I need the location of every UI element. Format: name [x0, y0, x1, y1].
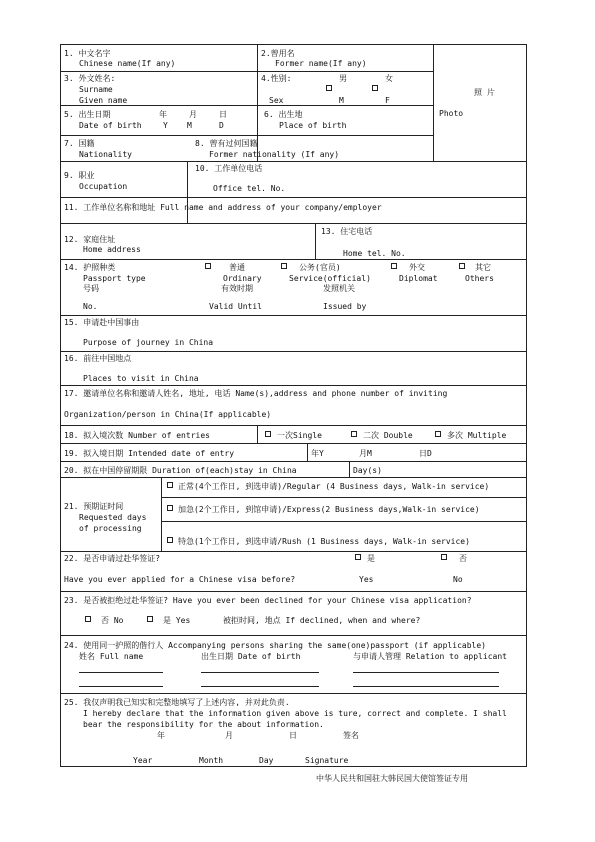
divider — [161, 497, 526, 498]
entry-date-label: 19. 拟入境日期 Intended date of entry — [64, 449, 235, 458]
express-label: 加急(2个工作日, 到馆申请)/Express(2 Business days,Walk-in service) — [178, 505, 480, 514]
others-label: 其它 — [475, 263, 491, 272]
divider — [61, 161, 526, 162]
chinese-name-label: 1. 中文名字 — [64, 49, 111, 58]
accompanying-relation-label: 与申请人管理 Relation to applicant — [353, 652, 507, 661]
dob-d-label: D — [219, 121, 224, 130]
divider — [61, 315, 526, 316]
purpose-label: 15. 申请赴中国事由 — [64, 318, 140, 327]
home-tel-label: 13. 住宅电话 — [321, 227, 373, 236]
embassy-footer: 中华人民共和国驻大韩民国大使馆签证专用 — [316, 774, 468, 783]
home-tel-label-en: Home tel. No. — [343, 249, 406, 258]
ordinary-label: 普通 — [229, 263, 245, 272]
service-label-en: Service(official) — [289, 274, 371, 283]
former-nationality-label-en: Former nationality (If any) — [209, 150, 340, 159]
inviting-label: 17. 邀请单位名称和邀请人姓名, 地址, 电话 Name(s),address and phone number of inviting — [64, 389, 448, 398]
single-entry-label: 一次Single — [277, 431, 322, 440]
nationality-label: 7. 国籍 — [64, 139, 95, 148]
office-tel-label-en: Office tel. No. — [213, 184, 286, 193]
chinese-name-label-en: Chinese name(If any) — [79, 59, 176, 68]
ordinary-checkbox[interactable] — [205, 263, 211, 269]
employer-label: 11. 工作单位名称和地址 Full name and address of your company/employer — [64, 203, 382, 212]
male-label-en: M — [339, 96, 344, 105]
blank-line[interactable] — [201, 672, 319, 673]
issued-by-label-en: Issued by — [323, 302, 367, 311]
former-nationality-label: 8. 曾有过何国籍 — [195, 139, 258, 148]
divider — [61, 591, 526, 592]
entry-day-label: 日D — [419, 449, 432, 458]
declined-no-label: 否 No — [101, 616, 124, 625]
processing-label-en1: Requested days — [79, 513, 147, 522]
dob-month-label: 月 — [189, 110, 197, 119]
passport-no-label: 号码 — [83, 284, 99, 293]
service-label: 公务(官员) — [299, 263, 341, 272]
double-entry-label: 二次 Double — [363, 431, 413, 440]
divider — [161, 477, 162, 551]
entry-month-label: 月M — [359, 449, 372, 458]
divider — [61, 259, 526, 260]
divider — [187, 161, 188, 223]
photo-label: 照 片 — [474, 88, 495, 97]
declined-detail-label: 被拒时间, 地点 If declined, when and where? — [223, 616, 421, 625]
declined-yes-label: 是 Yes — [163, 616, 191, 625]
rush-checkbox[interactable] — [167, 537, 173, 543]
diplomat-label-en: Diplomat — [399, 274, 438, 283]
blank-line[interactable] — [201, 686, 319, 687]
divider — [61, 693, 526, 694]
photo-label-en: Photo — [439, 109, 464, 118]
accompanying-label: 24. 使用同一护照的偕行人 Accompanying persons sharing the same(one)passport (if applicable) — [64, 641, 486, 650]
declaration-sign-label-en: Signature — [305, 756, 349, 765]
regular-label: 正常(4个工作日, 到选申请)/Regular (4 Business days, Walk-in service) — [178, 482, 490, 491]
divider — [349, 461, 350, 477]
sex-label: 4.性别: — [261, 74, 292, 83]
declaration-day-label-en: Day — [259, 756, 274, 765]
dob-label-en: Date of birth — [79, 121, 142, 130]
divider — [61, 105, 433, 106]
blank-line[interactable] — [79, 672, 163, 673]
declaration-label-en2: bear the responsibility for the about information. — [83, 720, 324, 729]
divider — [433, 45, 434, 161]
passport-type-label-en: Passport type — [83, 274, 146, 283]
divider — [61, 223, 526, 224]
valid-until-label: 有效时期 — [221, 284, 253, 293]
blank-line[interactable] — [353, 672, 499, 673]
home-address-label-en: Home address — [83, 245, 141, 254]
issued-by-label: 发照机关 — [323, 284, 355, 293]
former-name-label-en: Former name(If any) — [275, 59, 367, 68]
dob-label: 5. 出生日期 — [64, 110, 111, 119]
divider — [257, 105, 258, 135]
dob-year-label: 年 — [159, 110, 167, 119]
ordinary-label-en: Ordinary — [223, 274, 262, 283]
declaration-month-label-en: Month — [199, 756, 224, 765]
sex-label-en: Sex — [269, 96, 284, 105]
blank-line[interactable] — [79, 686, 163, 687]
divider — [61, 71, 433, 72]
divider — [61, 477, 526, 478]
divider — [61, 351, 526, 352]
declaration-label-en1: I hereby declare that the information given above is ture, correct and complete. I shall — [83, 709, 507, 718]
service-checkbox[interactable] — [281, 263, 287, 269]
accompanying-name-label: 姓名 Full name — [79, 652, 144, 661]
divider — [61, 385, 526, 386]
female-label: 女 — [385, 74, 393, 83]
diplomat-label: 外交 — [409, 263, 425, 272]
rush-label: 特急(1个工作日, 到选申请/Rush (1 Business days, Walk-in service) — [178, 537, 470, 546]
declaration-day-label: 日 — [289, 731, 297, 740]
male-label: 男 — [339, 74, 347, 83]
divider — [307, 443, 308, 461]
others-label-en: Others — [465, 274, 494, 283]
applied-yes-label-en: Yes — [359, 575, 374, 584]
dob-m-label: M — [187, 121, 192, 130]
female-checkbox[interactable] — [372, 85, 378, 91]
applied-yes-label: 是 — [367, 554, 375, 563]
dob-y-label: Y — [163, 121, 168, 130]
visa-application-form — [60, 44, 527, 767]
diplomat-checkbox[interactable] — [391, 263, 397, 269]
divider — [315, 223, 316, 259]
place-of-birth-label-en: Place of birth — [279, 121, 347, 130]
declined-yes-checkbox[interactable] — [147, 616, 153, 622]
single-entry-checkbox[interactable] — [265, 431, 271, 437]
duration-days-label: Day(s) — [353, 466, 382, 475]
place-of-birth-label: 6. 出生地 — [264, 110, 303, 119]
surname-label: Surname — [79, 85, 113, 94]
applied-no-label-en: No — [453, 575, 463, 584]
divider — [61, 197, 526, 198]
divider — [61, 461, 526, 462]
declaration-year-label-en: Year — [133, 756, 153, 765]
divider — [257, 425, 258, 443]
inviting-label-en: Organization/person in China(If applicable) — [64, 410, 272, 419]
places-label-en: Places to visit in China — [83, 374, 199, 383]
multiple-entry-checkbox[interactable] — [435, 431, 441, 437]
valid-until-label-en: Valid Until — [209, 302, 262, 311]
declaration-label: 25. 我仅声明我已知实和完整地填写了上述内容, 并对此负责. — [64, 698, 290, 707]
double-entry-checkbox[interactable] — [351, 431, 357, 437]
female-label-en: F — [385, 96, 390, 105]
duration-label: 20. 拟在中国停留期限 Duration of(each)stay in China — [64, 466, 297, 475]
given-name-label: Given name — [79, 96, 128, 105]
declaration-sign-label: 签名 — [343, 731, 359, 740]
divider — [61, 635, 526, 636]
divider — [61, 443, 526, 444]
office-tel-label: 10. 工作单位电话 — [195, 164, 263, 173]
declaration-month-label: 月 — [225, 731, 233, 740]
passport-no-label-en: No. — [83, 302, 98, 311]
nationality-label-en: Nationality — [79, 150, 132, 159]
applied-yes-checkbox[interactable] — [355, 554, 361, 560]
declined-no-checkbox[interactable] — [85, 616, 91, 622]
accompanying-dob-label: 出生日期 Date of birth — [201, 652, 301, 661]
processing-label-en2: of processing — [79, 524, 142, 533]
divider — [61, 551, 526, 552]
dob-day-label: 日 — [219, 110, 227, 119]
applied-before-label-en: Have you ever applied for a Chinese visa before? — [64, 575, 296, 584]
divider — [257, 45, 258, 105]
declaration-year-label: 年 — [157, 731, 165, 740]
declined-label: 23. 是否被拒绝过赴华签证? Have you ever been declined for your Chinese visa application? — [64, 596, 472, 605]
passport-type-label: 14. 护照种类 — [64, 263, 116, 272]
places-label: 16. 前往中国地点 — [64, 354, 132, 363]
entry-year-label: 年Y — [311, 449, 324, 458]
purpose-label-en: Purpose of journey in China — [83, 338, 214, 347]
entries-label: 18. 拟入境次数 Number of entries — [64, 431, 210, 440]
former-name-label: 2.曾用名 — [261, 49, 295, 58]
occupation-label-en: Occupation — [79, 182, 128, 191]
others-checkbox[interactable] — [459, 263, 465, 269]
processing-label: 21. 预期证时间 — [64, 502, 124, 511]
applied-before-label: 22. 是否申请过赴华签证? — [64, 554, 161, 563]
express-checkbox[interactable] — [167, 505, 173, 511]
applied-no-checkbox[interactable] — [441, 554, 447, 560]
divider — [61, 425, 526, 426]
applied-no-label: 否 — [459, 554, 467, 563]
multiple-entry-label: 多次 Multiple — [447, 431, 507, 440]
divider — [61, 135, 433, 136]
foreign-name-label: 3. 外文姓名: — [64, 74, 116, 83]
occupation-label: 9. 职业 — [64, 171, 95, 180]
male-checkbox[interactable] — [326, 85, 332, 91]
blank-line[interactable] — [353, 686, 499, 687]
regular-checkbox[interactable] — [167, 482, 173, 488]
divider — [161, 521, 526, 522]
home-address-label: 12. 家庭住址 — [64, 235, 116, 244]
